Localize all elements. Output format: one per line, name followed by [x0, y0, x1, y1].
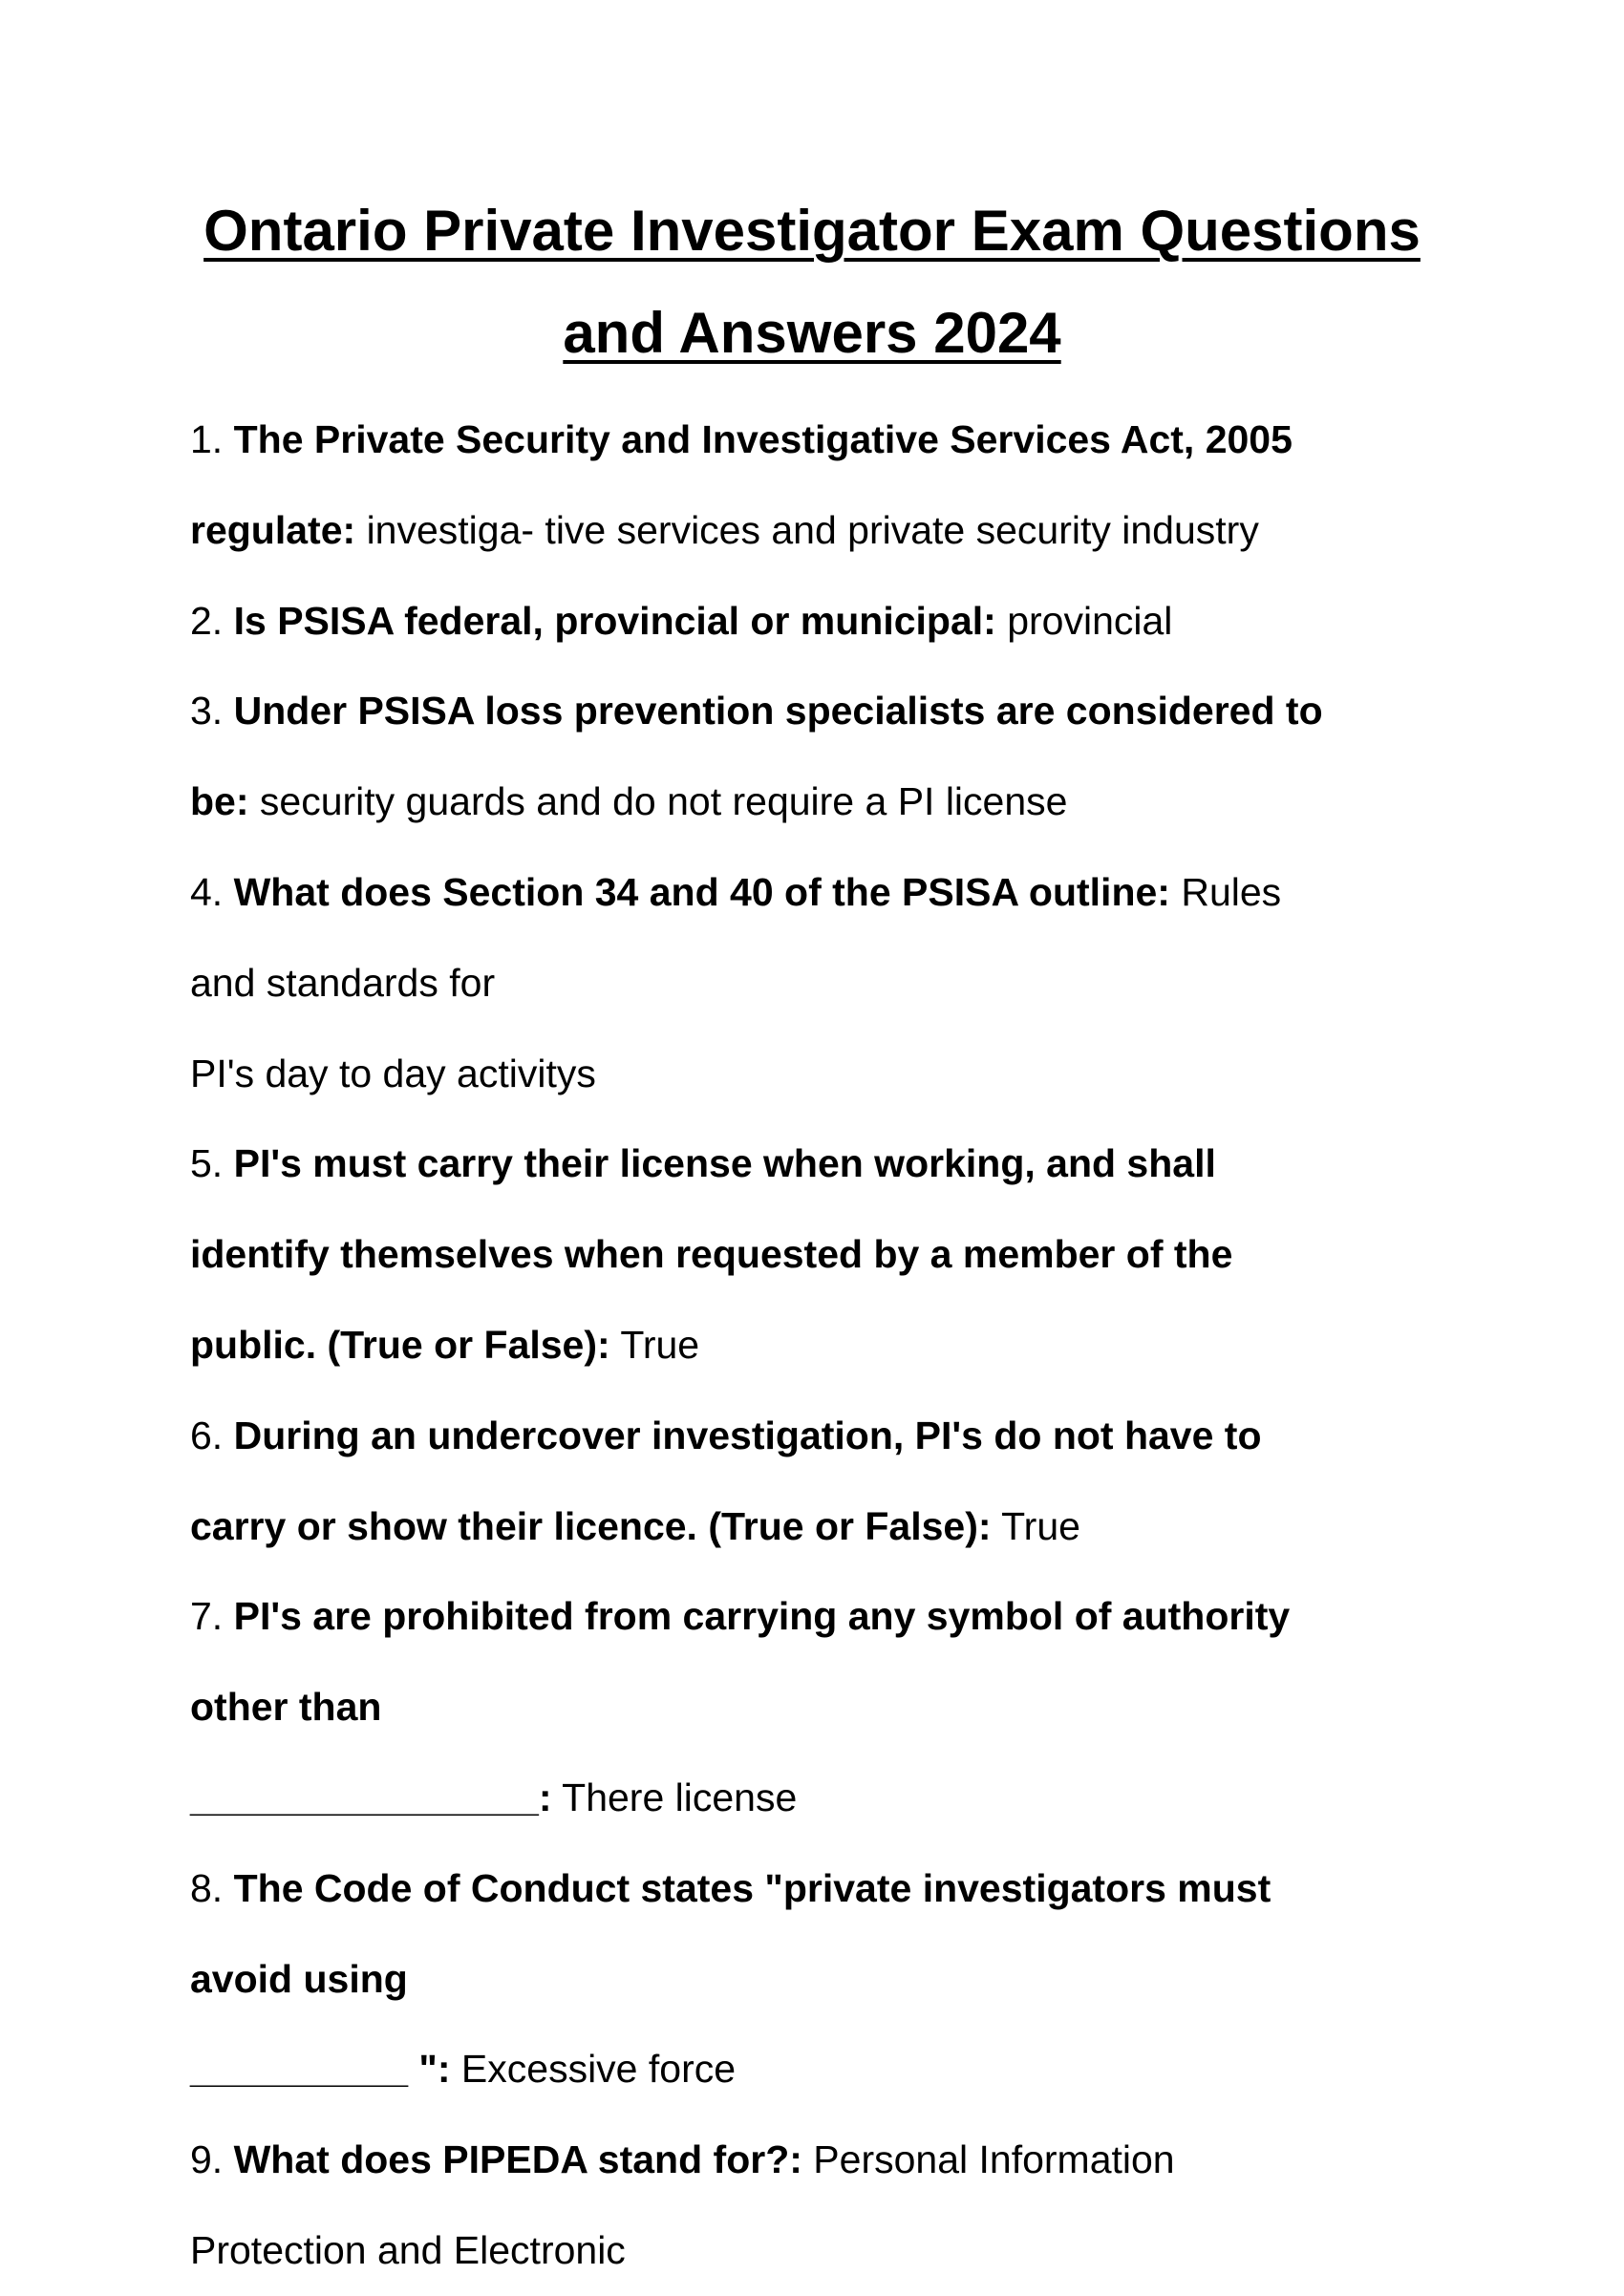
item-number: 9.	[190, 2137, 224, 2182]
answer-text: investiga- tive services and private security industry	[366, 507, 1259, 552]
answer-text: Excessive force	[460, 2047, 737, 2092]
question-4-cont	[190, 1029, 1323, 1119]
question-5-cont	[190, 1300, 1323, 1391]
question-8	[190, 1843, 1323, 1934]
item-number: 5.	[190, 1141, 224, 1186]
item-number: 1.	[190, 417, 224, 461]
question-2	[190, 576, 1323, 667]
answer-text: There license	[562, 1775, 798, 1819]
question-text: During an undercover investigation, PI's do not have to	[233, 1413, 1262, 1457]
question-4-cont	[190, 938, 1323, 1029]
answer-text: True	[620, 1322, 700, 1367]
question-1	[190, 394, 1323, 485]
item-number: 8.	[190, 1865, 224, 1910]
question-7-cont	[190, 1753, 1323, 1843]
question-3	[190, 666, 1323, 756]
question-3-cont	[190, 756, 1323, 847]
answer-text: Personal Information	[813, 2137, 1175, 2182]
question-9	[190, 2115, 1323, 2205]
question-6-cont	[190, 1481, 1323, 1572]
answer-text: PI's day to day activitys	[190, 1051, 596, 1095]
answer-text: security guards and do not require a PI license	[259, 779, 1068, 824]
question-5	[190, 1118, 1323, 1209]
question-4	[190, 847, 1323, 938]
question-text: other than	[190, 1685, 382, 1730]
item-number: 3.	[190, 689, 224, 733]
answer-text: Rules	[1181, 869, 1282, 914]
blank-field: __________ ":	[190, 2047, 451, 2092]
question-7	[190, 1571, 1323, 1662]
question-text: Is PSISA federal, provincial or municipal:	[233, 598, 996, 643]
question-1-cont	[190, 485, 1323, 576]
question-text: Under PSISA loss prevention specialists are considered to	[233, 689, 1323, 733]
blank-field: ________________:	[190, 1775, 552, 1819]
item-number: 6.	[190, 1413, 224, 1457]
question-6	[190, 1391, 1323, 1481]
item-number: 4.	[190, 869, 224, 914]
title-line-2: and Answers 2024	[563, 301, 1061, 365]
question-text: What does PIPEDA stand for?:	[233, 2137, 802, 2182]
question-8-cont	[190, 1934, 1323, 2025]
question-text: regulate:	[190, 507, 356, 552]
document-title	[0, 180, 1624, 384]
question-7-cont	[190, 1662, 1323, 1753]
qa-list	[190, 394, 1323, 2296]
question-9-cont	[190, 2205, 1323, 2296]
question-text: What does Section 34 and 40 of the PSISA outline:	[233, 869, 1170, 914]
question-text: PI's must carry their license when working, and shall	[233, 1141, 1216, 1186]
item-number: 2.	[190, 598, 224, 643]
question-text: carry or show their licence. (True or False):	[190, 1503, 992, 1548]
title-line-1: Ontario Private Investigator Exam Questions	[203, 199, 1421, 263]
question-text: The Private Security and Investigative Services Act, 2005	[233, 417, 1293, 461]
answer-text: provincial	[1007, 598, 1173, 643]
question-text: public. (True or False):	[190, 1322, 610, 1367]
answer-text: and standards for	[190, 960, 496, 1005]
question-5-cont	[190, 1209, 1323, 1300]
answer-text: True	[1001, 1503, 1080, 1548]
question-text: avoid using	[190, 1956, 408, 2001]
question-text: be:	[190, 779, 249, 824]
question-text: PI's are prohibited from carrying any symbol of authority	[233, 1594, 1291, 1639]
answer-text: Protection and Electronic	[190, 2227, 626, 2272]
item-number: 7.	[190, 1594, 224, 1639]
question-text: identify themselves when requested by a member of the	[190, 1232, 1233, 1277]
question-text: The Code of Conduct states "private investigators must	[233, 1865, 1271, 1910]
